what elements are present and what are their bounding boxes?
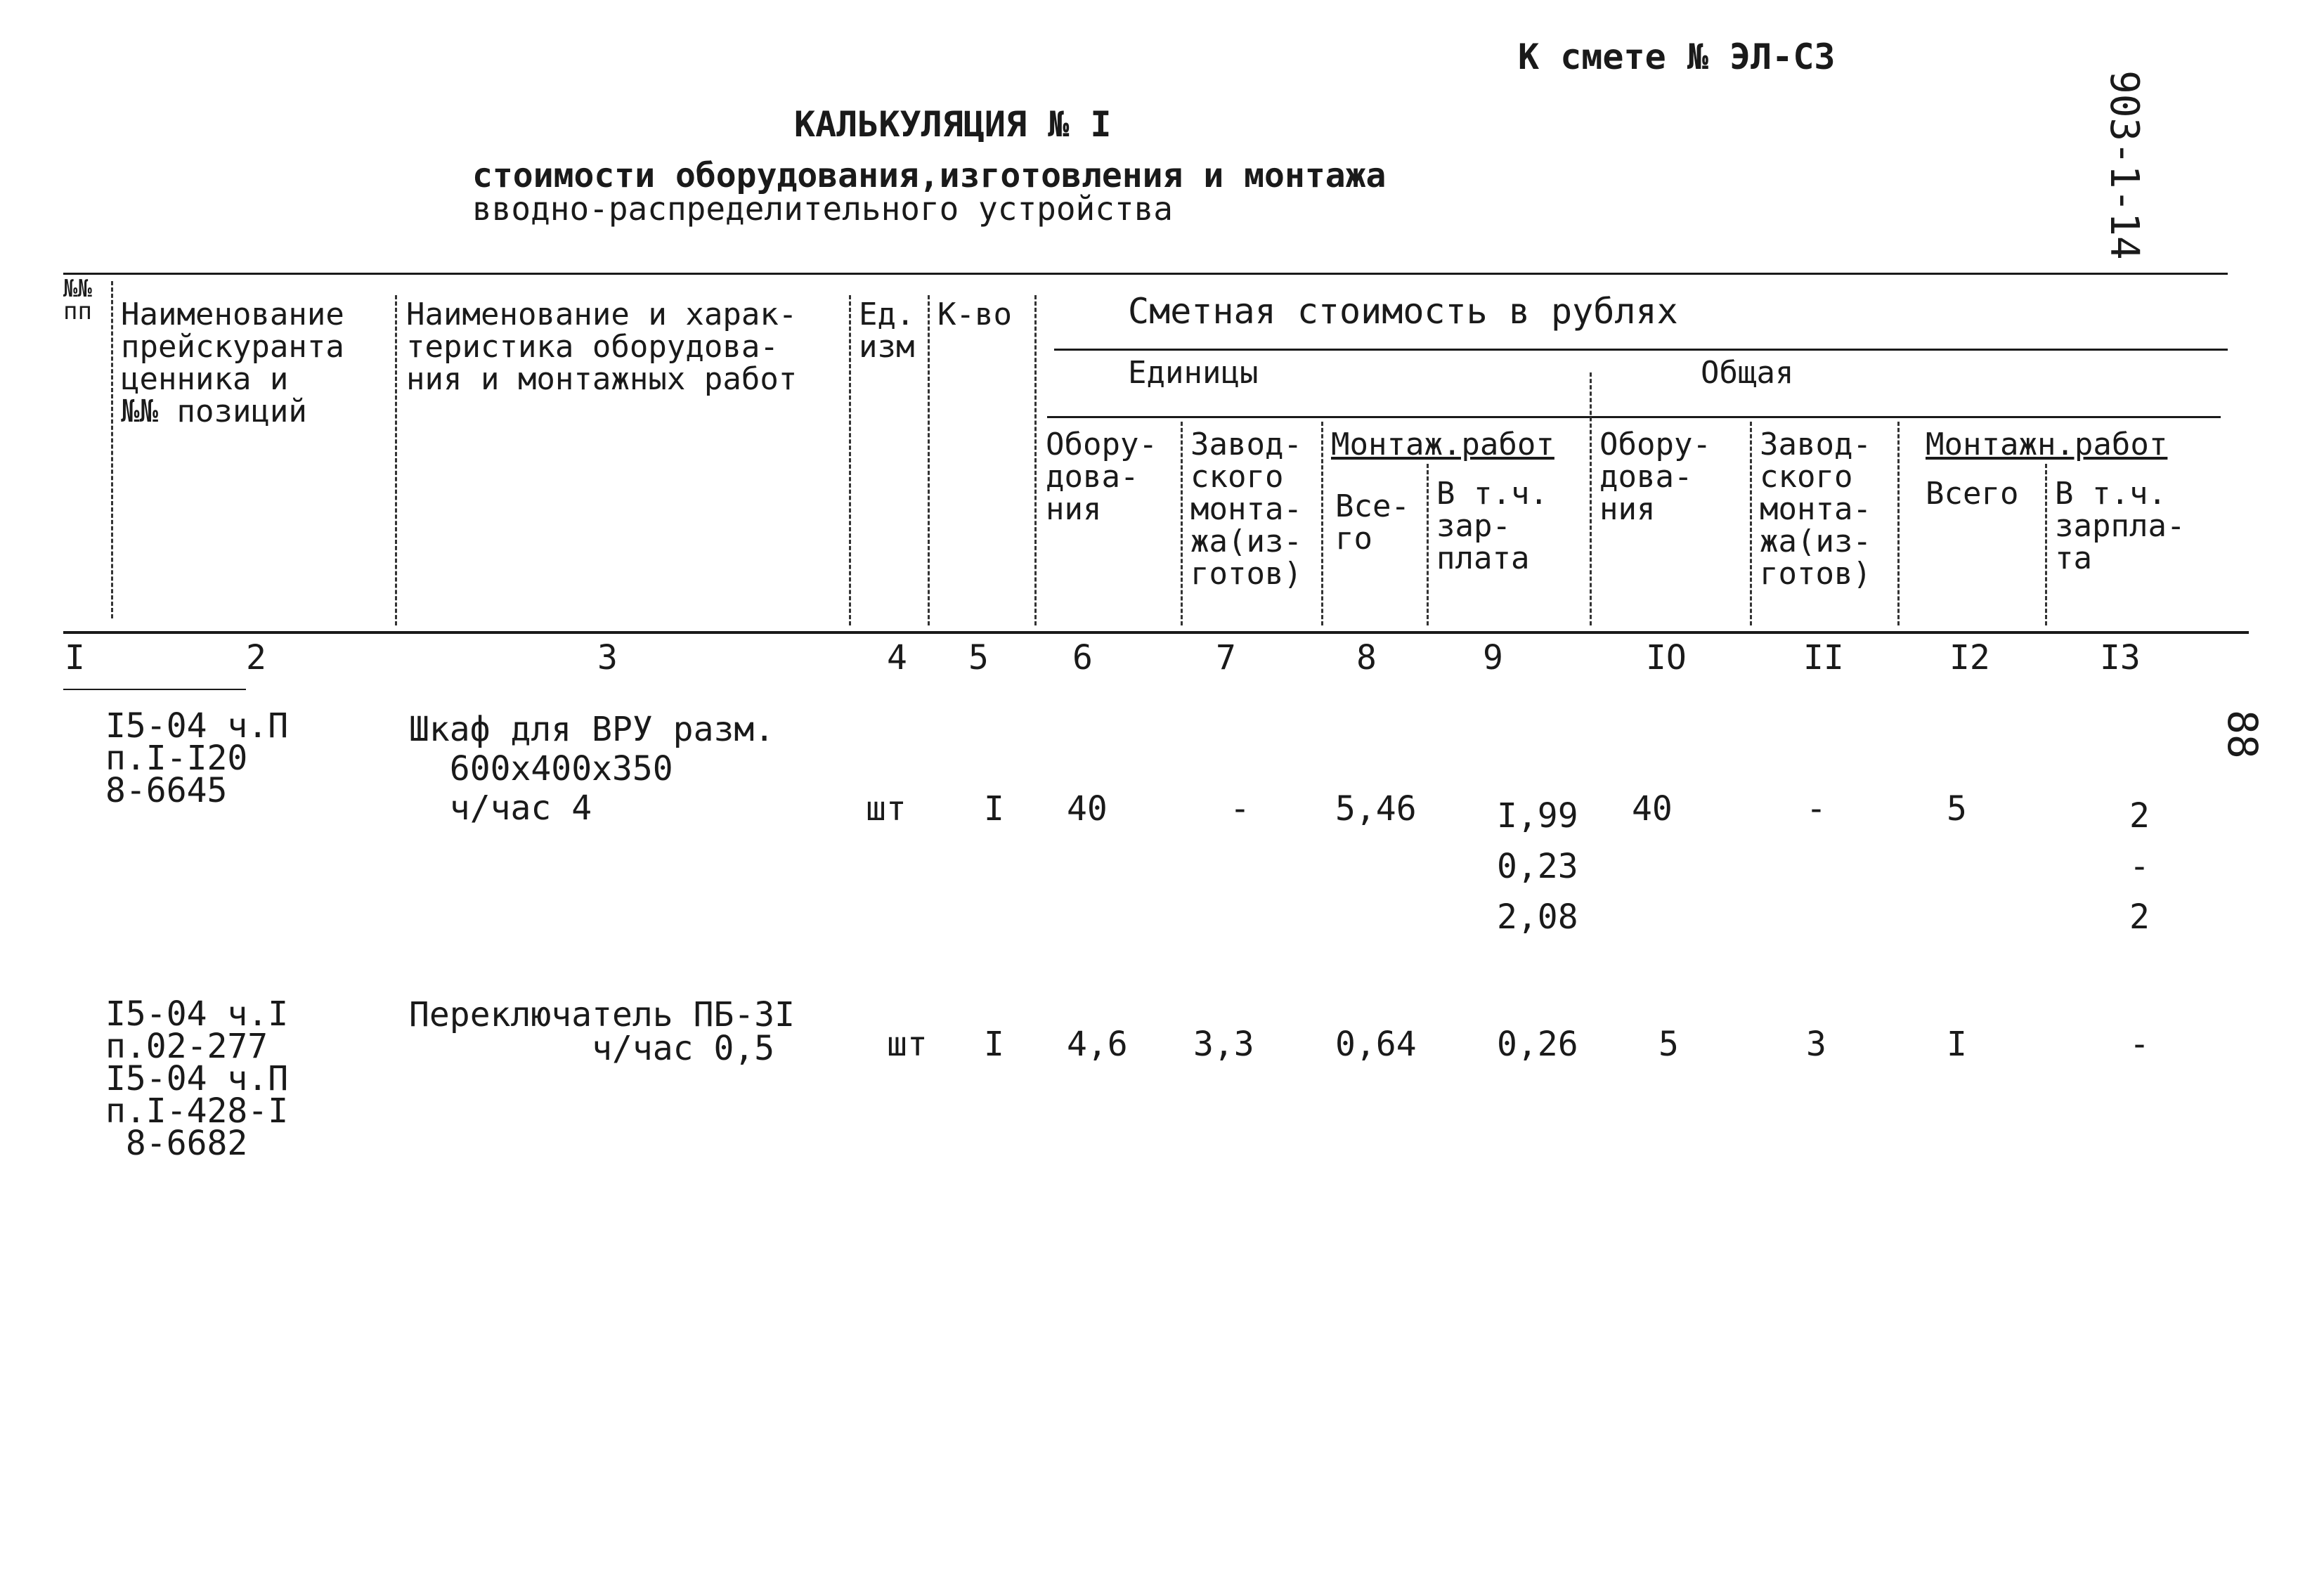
header-col-12: Всего (1926, 476, 2019, 512)
separator (1321, 422, 1325, 625)
row-equipment-total: 5 (1658, 1025, 1679, 1064)
row-factory-total: - (1806, 789, 1826, 829)
row-reference: I5-04 ч.I п.02-277 I5-04 ч.П п.I-428-I 8-6682 (105, 994, 289, 1163)
row-reference: I5-04 ч.П п.I-I20 8-6645 (105, 706, 289, 810)
header-bottom-rule (63, 631, 2249, 634)
row-equipment-unit: 40 (1067, 789, 1108, 829)
row-factory-unit: 3,3 (1193, 1025, 1254, 1064)
row-wage-unit: I,99 0,23 2,08 (1497, 796, 1578, 937)
header-col-4: Ед. изм (859, 297, 915, 365)
row-unit: шт (887, 1025, 928, 1064)
header-mount-total: Монтажн.работ (1926, 427, 2168, 462)
column-number: I3 (2100, 638, 2141, 677)
header-col-10: Обору- дова- ния (1599, 427, 1711, 527)
separator (1750, 422, 1754, 625)
row-wage-unit: 0,26 (1497, 1025, 1578, 1064)
header-col-1: №№ пп (63, 275, 92, 325)
separator (1034, 295, 1039, 625)
separator (1897, 422, 1902, 625)
column-number: 5 (968, 638, 989, 677)
column-number: I (65, 638, 85, 677)
column-number: 2 (246, 638, 266, 677)
row-factory-unit: - (1230, 789, 1250, 829)
document-code: 903-1-14 (2101, 70, 2147, 260)
separator (1181, 422, 1185, 625)
separator (395, 295, 399, 625)
header-col-6: Обору- дова- ния (1046, 427, 1157, 527)
column-number: 4 (887, 638, 907, 677)
page-number: 88 (2219, 710, 2266, 759)
row-quantity: I (984, 1025, 1004, 1064)
row-mount-total: I (1947, 1025, 1967, 1064)
separator (1590, 372, 1594, 625)
header-total-group: Общая (1701, 355, 1794, 391)
cost-subheader-rule-2 (1047, 416, 2221, 418)
separator (928, 295, 932, 625)
row-unit: шт (866, 789, 907, 829)
header-col-8: Все- го (1335, 488, 1410, 557)
row-equipment-unit: 4,6 (1067, 1025, 1128, 1064)
column-number: IO (1646, 638, 1687, 677)
row-factory-total: 3 (1806, 1025, 1826, 1064)
column-number: 9 (1483, 638, 1503, 677)
header-col-11: Завод- ского монта- жа(из- готов) (1760, 427, 1871, 592)
column-number: 7 (1216, 638, 1236, 677)
column-number: II (1803, 638, 1844, 677)
table-top-rule (63, 273, 2228, 275)
column-number-underline (63, 689, 246, 690)
subtitle-line-2: вводно-распределительного устройства (472, 190, 1173, 228)
estimate-reference: К смете № ЭЛ-СЗ (1518, 37, 1836, 77)
header-col-3: Наименование и харак- теристика оборудова- ния и монтажных работ (406, 297, 798, 397)
separator (2045, 464, 2049, 625)
header-cost: Сметная стоимость в рублях (1128, 291, 1678, 332)
row-mount-total: 5 (1947, 789, 1967, 829)
column-number: 8 (1356, 638, 1377, 677)
row-item-name: Переключатель ПБ-3I ч/час 0,5 (409, 995, 796, 1068)
row-item-name: Шкаф для ВРУ разм. 600х400х350 ч/час 4 (409, 710, 775, 828)
page-title: КАЛЬКУЛЯЦИЯ № I (794, 104, 1112, 145)
subtitle-line-1: стоимости оборудования,изготовления и монтажа (472, 156, 1387, 195)
row-mount-unit: 5,46 (1335, 789, 1417, 829)
row-mount-unit: 0,64 (1335, 1025, 1417, 1064)
header-col-13: В т.ч. зарпла- та (2055, 476, 2186, 576)
header-col-7: Завод- ского монта- жа(из- готов) (1190, 427, 1302, 592)
header-col-9: В т.ч. зар- плата (1436, 476, 1548, 576)
header-mount-unit: Монтаж.работ (1331, 427, 1554, 462)
separator (1427, 464, 1431, 625)
separator (849, 295, 853, 625)
column-number: 6 (1072, 638, 1093, 677)
header-unit-group: Единицы (1128, 355, 1259, 391)
column-number: I2 (1949, 638, 1990, 677)
row-wage-total: - (2129, 1025, 2150, 1064)
row-quantity: I (984, 789, 1004, 829)
column-number: 3 (597, 638, 618, 677)
header-col-2: Наименование прейскуранта ценника и №№ позиций (121, 297, 344, 429)
row-wage-total: 2 - 2 (2129, 796, 2150, 937)
header-col-5: К-во (937, 297, 1012, 332)
cost-subheader-rule (1054, 349, 2228, 351)
row-equipment-total: 40 (1632, 789, 1673, 829)
separator (111, 281, 115, 618)
